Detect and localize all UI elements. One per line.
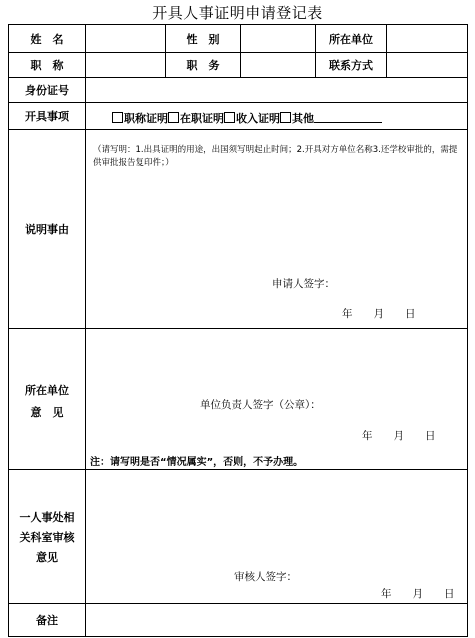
option-title-cert[interactable]: 职称证明 [112,110,168,126]
id-label: 身份证号 [25,84,69,97]
remarks-field[interactable] [86,604,467,636]
option-other[interactable]: 其他 [280,110,314,126]
checkbox-icon[interactable] [168,112,179,123]
contact-label: 联系方式 [329,59,373,72]
unit-date: 年 月 日 [362,430,436,442]
checkbox-icon[interactable] [112,112,123,123]
other-blank-field[interactable] [314,113,382,123]
form-title: 开具人事证明申请登记表 [152,4,323,22]
explain-label: 说明事由 [25,223,69,236]
unit-sign-label: 单位负责人签字（公章）： [200,399,321,411]
applicant-sign-label: 申请人签字： [272,278,335,290]
checkbox-icon[interactable] [224,112,235,123]
hr-sign-label: 审核人签字： [234,571,297,583]
name-label: 姓 名 [30,32,64,46]
issue-options [112,110,382,126]
position-field[interactable] [241,53,315,77]
title-field[interactable] [86,53,165,77]
hr-date: 年 月 日 [381,588,455,600]
unit-opinion-label: 所在单位 意 见 [25,384,69,419]
id-field[interactable] [86,78,467,102]
gender-label: 性 别 [186,32,220,46]
contact-field[interactable] [387,53,467,77]
hr-opinion-label: 一人事处相 关科室审核 意见 [19,511,75,564]
option-income-cert[interactable]: 收入证明 [224,110,280,126]
name-field[interactable] [86,25,165,52]
title-label: 职 称 [30,59,64,72]
position-label: 职 务 [186,59,220,72]
explain-note: （请写明：1.出具证明的用途，出国须写明起止时间；2.开具对方单位名称3.还学校审批的，需提供审批报告复印件；） [93,145,458,168]
unit-opinion-note: 注：请写明是否“情况属实”，否则，不予办理。 [90,457,304,468]
remarks-label: 备注 [36,614,58,627]
gender-field[interactable] [241,25,315,52]
option-employment-cert[interactable]: 在职证明 [168,110,224,126]
issue-label: 开具事项 [25,110,69,123]
unit-label: 所在单位 [329,32,373,46]
unit-field[interactable] [387,25,467,52]
applicant-date: 年 月 日 [342,308,416,320]
checkbox-icon[interactable] [280,112,291,123]
